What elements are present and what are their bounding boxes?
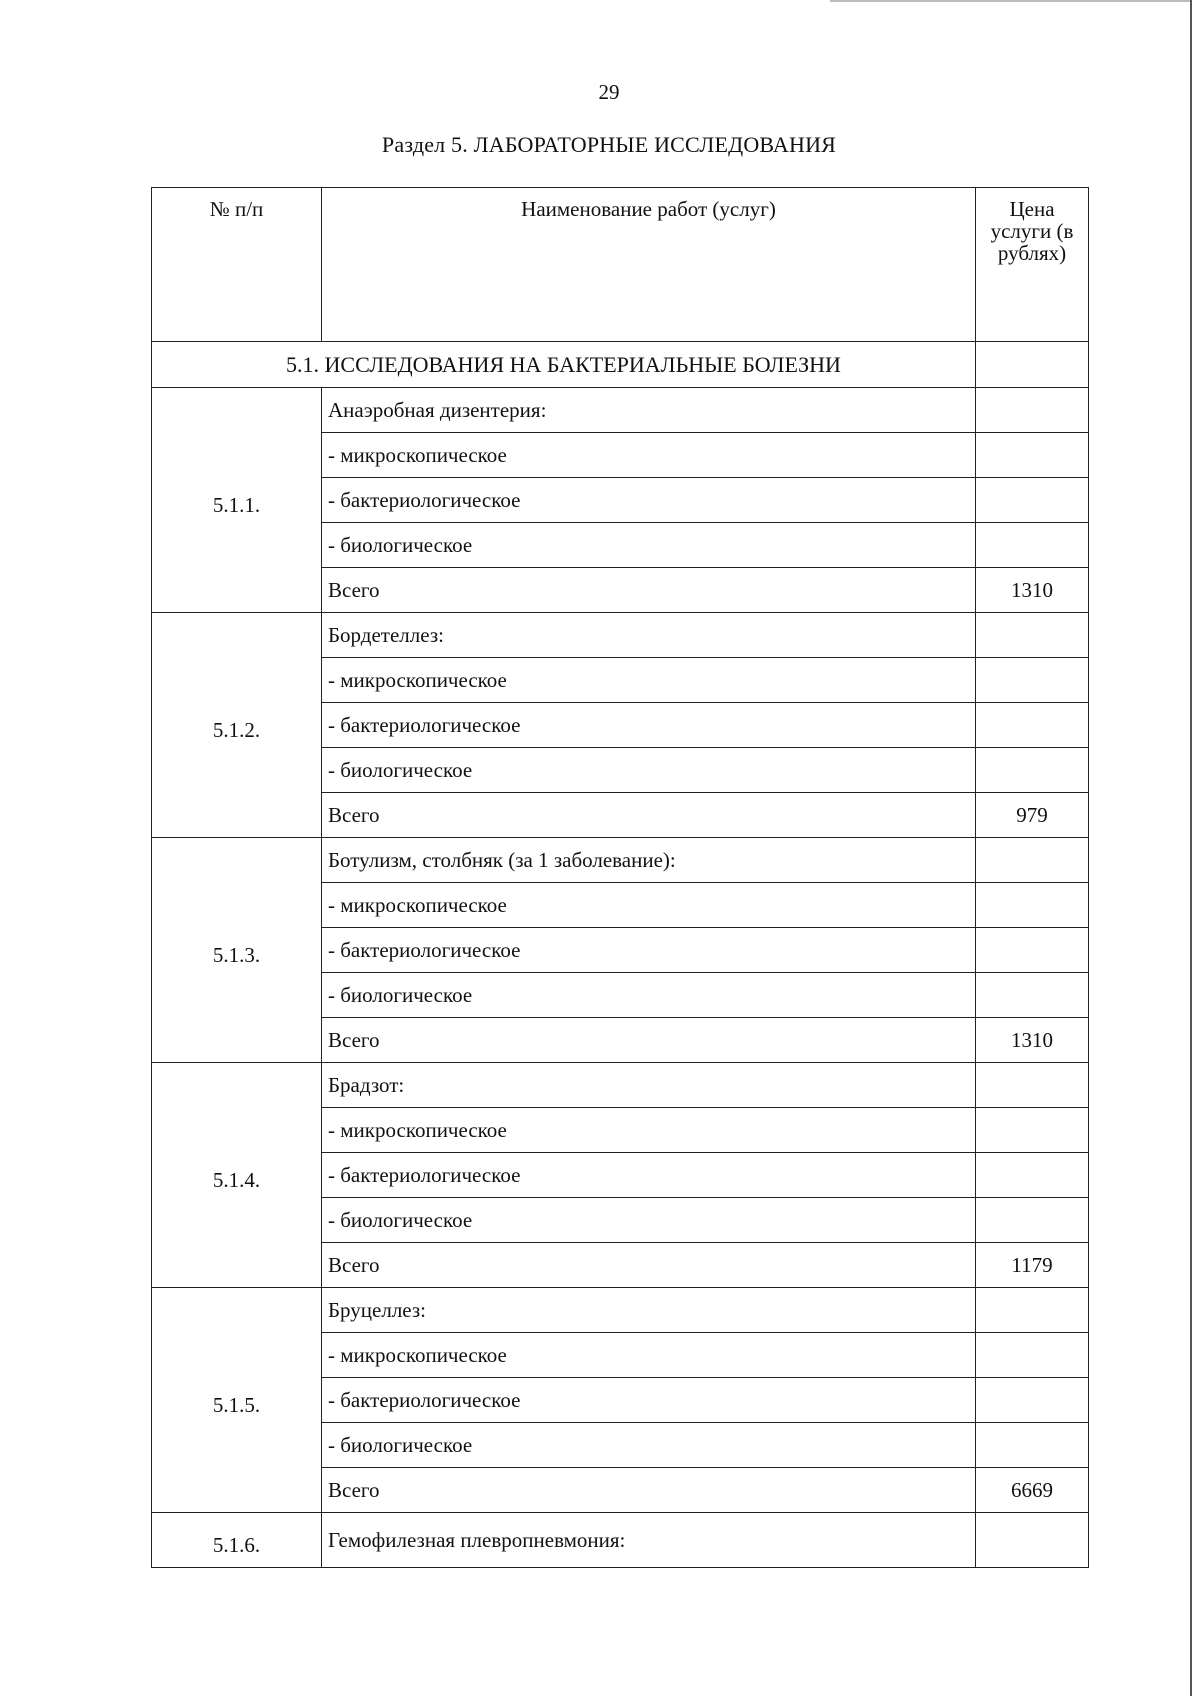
scan-page-edge — [1190, 0, 1192, 1696]
header-num: № п/п — [152, 188, 322, 342]
service-name: Ботулизм, столбняк (за 1 заболевание): — [322, 838, 976, 883]
service-price: 1179 — [976, 1243, 1089, 1288]
item-number: 5.1.4. — [152, 1063, 322, 1288]
service-name: Бруцеллез: — [322, 1288, 976, 1333]
service-price: 6669 — [976, 1468, 1089, 1513]
item-number: 5.1.2. — [152, 613, 322, 838]
service-price: 1310 — [976, 568, 1089, 613]
service-name: - микроскопическое — [322, 658, 976, 703]
service-price — [976, 703, 1089, 748]
service-name: - биологическое — [322, 1198, 976, 1243]
service-name: - микроскопическое — [322, 1333, 976, 1378]
service-price — [976, 1378, 1089, 1423]
service-price — [976, 1198, 1089, 1243]
service-name: - бактериологическое — [322, 1378, 976, 1423]
table-header-row — [152, 188, 1089, 342]
service-price — [976, 973, 1089, 1018]
service-price — [976, 1333, 1089, 1378]
scan-edge-mark — [830, 0, 1190, 2]
service-price — [976, 658, 1089, 703]
service-price — [976, 613, 1089, 658]
service-name: Всего — [322, 793, 976, 838]
service-price: 979 — [976, 793, 1089, 838]
service-name: - микроскопическое — [322, 433, 976, 478]
service-price: 1310 — [976, 1018, 1089, 1063]
service-name: Анаэробная дизентерия: — [322, 388, 976, 433]
service-price — [976, 478, 1089, 523]
service-name: Бордетеллез: — [322, 613, 976, 658]
service-name: - биологическое — [322, 973, 976, 1018]
service-price — [976, 1063, 1089, 1108]
service-name: - бактериологическое — [322, 928, 976, 973]
table-body — [152, 342, 1089, 1568]
table-row — [152, 1513, 1089, 1568]
service-name: Брадзот: — [322, 1063, 976, 1108]
service-price — [976, 388, 1089, 433]
subsection-title: 5.1. ИССЛЕДОВАНИЯ НА БАКТЕРИАЛЬНЫЕ БОЛЕЗНИ — [152, 342, 976, 388]
service-name: - бактериологическое — [322, 1153, 976, 1198]
service-price — [976, 838, 1089, 883]
page-number: 29 — [598, 80, 620, 104]
service-price — [976, 883, 1089, 928]
service-price — [976, 1513, 1089, 1568]
price-table — [151, 187, 1089, 1568]
service-price — [976, 748, 1089, 793]
service-price — [976, 433, 1089, 478]
table-row — [152, 838, 1089, 883]
service-name: Всего — [322, 1468, 976, 1513]
item-number: 5.1.3. — [152, 838, 322, 1063]
service-name: - бактериологическое — [322, 703, 976, 748]
item-number: 5.1.5. — [152, 1288, 322, 1513]
service-price — [976, 928, 1089, 973]
service-price — [976, 1153, 1089, 1198]
item-number: 5.1.6. — [152, 1513, 322, 1568]
table-row — [152, 1063, 1089, 1108]
service-name: - биологическое — [322, 523, 976, 568]
header-name: Наименование работ (услуг) — [322, 188, 976, 342]
subsection-price-cell — [976, 342, 1089, 388]
service-price — [976, 523, 1089, 568]
service-price — [976, 1423, 1089, 1468]
service-name: Гемофилезная плевропневмония: — [322, 1513, 976, 1568]
table-row — [152, 388, 1089, 433]
service-name: - бактериологическое — [322, 478, 976, 523]
service-price — [976, 1288, 1089, 1333]
service-price — [976, 1108, 1089, 1153]
section-title: Раздел 5. ЛАБОРАТОРНЫЕ ИССЛЕДОВАНИЯ — [381, 132, 837, 157]
service-name: - биологическое — [322, 748, 976, 793]
table-row — [152, 1288, 1089, 1333]
service-name: Всего — [322, 568, 976, 613]
header-price: Цена услуги (в рублях) — [976, 188, 1089, 342]
service-name: Всего — [322, 1243, 976, 1288]
subsection-row — [152, 342, 1089, 388]
service-name: - микроскопическое — [322, 883, 976, 928]
service-name: - биологическое — [322, 1423, 976, 1468]
service-name: - микроскопическое — [322, 1108, 976, 1153]
item-number: 5.1.1. — [152, 388, 322, 613]
table-row — [152, 613, 1089, 658]
service-name: Всего — [322, 1018, 976, 1063]
